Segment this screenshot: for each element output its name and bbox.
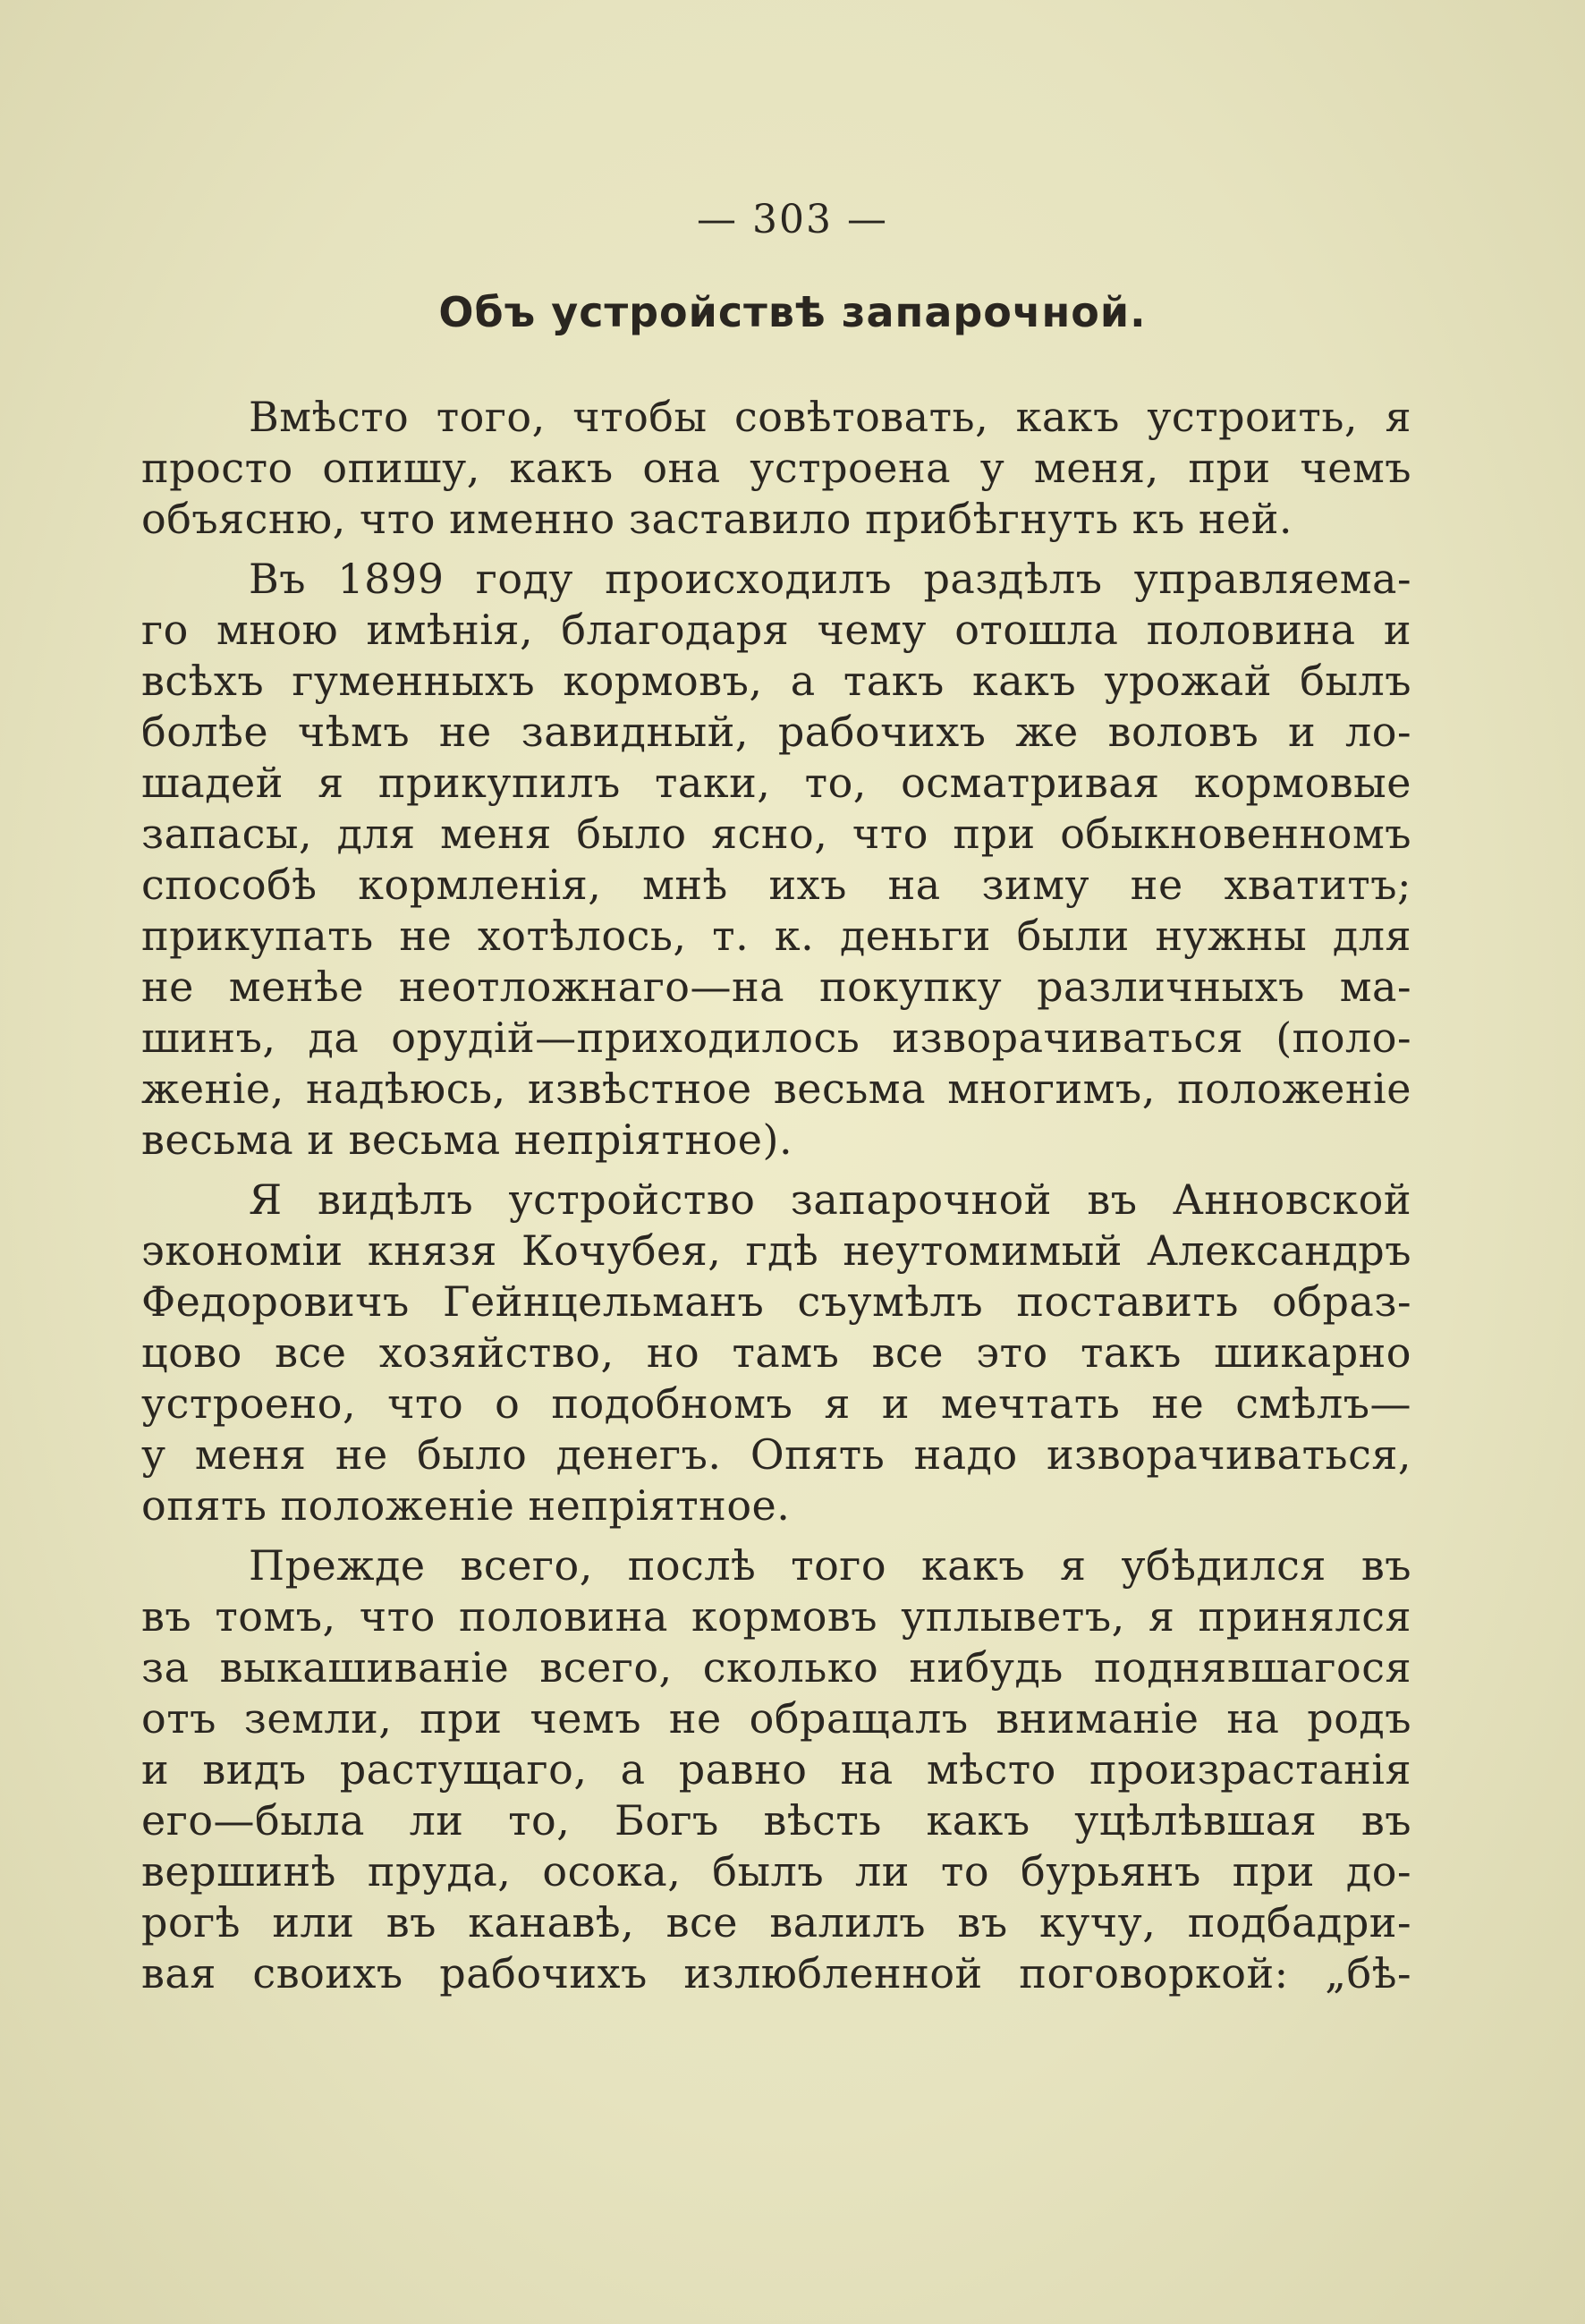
text-line: рогѣ или въ канавѣ, все валилъ въ кучу, подбадри- xyxy=(141,1898,1411,1947)
text-line: всѣхъ гуменныхъ кормовъ, а такъ какъ урожай былъ xyxy=(141,657,1411,705)
text-line: въ томъ, что половина кормовъ уплыветъ, я принялся xyxy=(141,1592,1411,1641)
paragraph-2 xyxy=(141,554,1411,1166)
text-line: вершинѣ пруда, осока, былъ ли то бурьянъ при до- xyxy=(141,1847,1411,1896)
paragraph-3 xyxy=(141,1175,1411,1531)
text-line: за выкашиваніе всего, сколько нибудь поднявшагося xyxy=(141,1643,1411,1692)
text-line: устроено, что о подобномъ я и мечтать не смѣлъ— xyxy=(141,1379,1411,1428)
body-text xyxy=(141,392,1411,2008)
text-line: опять положеніе непріятное. xyxy=(141,1481,791,1530)
text-line: просто опишу, какъ она устроена у меня, при чемъ xyxy=(141,444,1411,492)
text-line: запасы, для меня было ясно, что при обыкновенномъ xyxy=(141,810,1411,858)
text-line: го мною имѣнія, благодаря чему отошла половина и xyxy=(141,606,1411,654)
text-line: шадей я прикупилъ таки, то, осматривая кормовые xyxy=(141,759,1411,807)
text-line: женіе, надѣюсь, извѣстное весьма многимъ, положеніе xyxy=(141,1064,1411,1113)
text-line: отъ земли, при чемъ не обращалъ вниманіе на родъ xyxy=(141,1694,1411,1743)
page-number: — 303 — xyxy=(697,197,888,242)
text-line: Прежде всего, послѣ того какъ я убѣдился въ xyxy=(249,1541,1411,1590)
text-line: и видъ растущаго, а равно на мѣсто произрастанія xyxy=(141,1745,1411,1794)
text-line: Въ 1899 году происходилъ раздѣлъ управляема- xyxy=(249,555,1411,603)
text-line: его—была ли то, Богъ вѣсть какъ уцѣлѣвшая въ xyxy=(141,1796,1411,1845)
text-line: весьма и весьма непріятное). xyxy=(141,1115,793,1164)
text-line: вая своихъ рабочихъ излюбленной поговоркой: „бѣ- xyxy=(141,1949,1411,1997)
text-line: шинъ, да орудій—приходилось изворачиваться (поло- xyxy=(141,1014,1411,1062)
text-line: Федоровичъ Гейнцельманъ съумѣлъ поставить образ- xyxy=(141,1277,1411,1326)
text-line: у меня не было денегъ. Опять надо изворачиваться, xyxy=(141,1430,1411,1479)
text-line: объясню, что именно заставило прибѣгнуть къ ней. xyxy=(141,495,1293,543)
text-line: не менѣе неотложнаго—на покупку различныхъ ма- xyxy=(141,963,1411,1011)
paragraph-4 xyxy=(141,1540,1411,1999)
text-line: прикупать не хотѣлось, т. к. деньги были нужны для xyxy=(141,912,1411,960)
text-line: цово все хозяйство, но тамъ все это такъ шикарно xyxy=(141,1328,1411,1377)
paragraph-1 xyxy=(141,392,1411,545)
text-line: Я видѣлъ устройство запарочной въ Анновской xyxy=(249,1175,1411,1224)
section-heading: Объ устройствѣ запарочной. xyxy=(438,288,1147,336)
text-line: экономіи князя Кочубея, гдѣ неутомимый Александръ xyxy=(141,1226,1411,1275)
text-line: болѣе чѣмъ не завидный, рабочихъ же воловъ и ло- xyxy=(141,708,1411,756)
text-line: Вмѣсто того, чтобы совѣтовать, какъ устроить, я xyxy=(249,393,1411,441)
text-line: способѣ кормленія, мнѣ ихъ на зиму не хватитъ; xyxy=(141,861,1411,909)
